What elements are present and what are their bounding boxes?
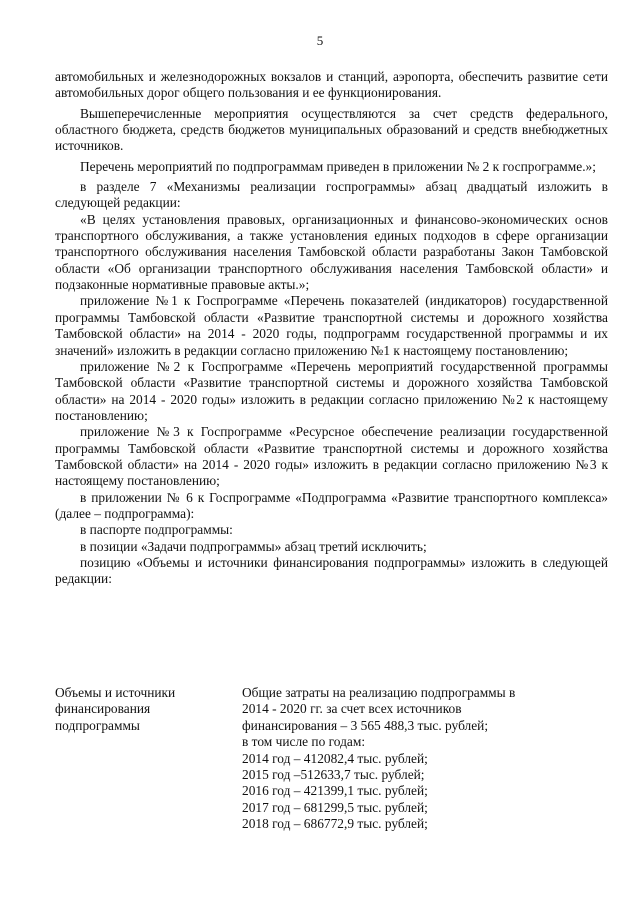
paragraph-9: в приложении № 6 к Госпрограмме «Подпрограмма «Развитие транспортного комплекса» (далее – подпрограмма): <box>55 489 608 521</box>
paragraph-10: в паспорте подпрограммы: <box>80 522 233 538</box>
passport-table-label-line: Объемы и источники <box>55 685 176 700</box>
document-body <box>55 69 608 588</box>
paragraph-5: «В целях установления правовых, организационных и финансово-экономических основ транспортного обслуживания, а также установления единых подходов в сфере организации транспортного обслуживания населения Тамбовской области разработаны Закон Тамбовской области «Об организации транспортного обслуживания населения Тамбовской области» и подзаконные нормативные правовые акты.»; <box>55 211 608 293</box>
paragraph-1: автомобильных и железнодорожных вокзалов и станций, аэропорта, обеспечить развитие сети автомобильных дорог общего пользования и ее функционирования. <box>55 69 608 101</box>
passport-table-value-line: 2014 - 2020 гг. за счет всех источников <box>242 701 462 717</box>
paragraph-11: в позиции «Задачи подпрограммы» абзац третий исключить; <box>80 538 427 554</box>
paragraph-2: Вышеперечисленные мероприятия осуществляются за счет средств федерального, областного бюджета, средств бюджетов муниципальных образований и средств внебюджетных источников. <box>55 105 608 154</box>
passport-table-value-line: 2018 год – 686772,9 тыс. рублей; <box>242 816 428 832</box>
paragraph-12: позицию «Объемы и источники финансирования подпрограммы» изложить в следующей редакции: <box>55 554 608 587</box>
paragraph-7: приложение №2 к Госпрограмме «Перечень мероприятий государственной программы Тамбовской области «Развитие транспортной системы и дорожного хозяйства Тамбовской области» на 2014 - 2020 годы» изложить в редакции согласно приложению №2 к настоящему постановлению; <box>55 358 608 423</box>
page-number: 5 <box>316 33 324 48</box>
passport-table-value-line: 2015 год –512633,7 тыс. рублей; <box>242 767 425 783</box>
paragraph-6: приложение №1 к Госпрограмме «Перечень показателей (индикаторов) государственной программы Тамбовской области «Развитие транспортной системы и дорожного хозяйства Тамбовской области» на 2014 - 2020 годы, подпрограмм государственной программы и их значений» изложить в редакции согласно приложению №1 к настоящему постановлению; <box>55 293 608 358</box>
paragraph-8: приложение №3 к Госпрограмме «Ресурсное обеспечение реализации государственной программы Тамбовской области «Развитие транспортной системы и дорожного хозяйства Тамбовской области» на 2014 - 2020 годы» изложить в редакции согласно приложению №3 к настоящему постановлению; <box>55 424 608 489</box>
passport-table-value-cell <box>242 685 612 833</box>
passport-table-label-line: подпрограммы <box>55 717 140 733</box>
passport-table-value-line: Общие затраты на реализацию подпрограммы в <box>242 685 516 700</box>
passport-table-label-line: финансирования <box>55 701 151 717</box>
passport-table-value-line: финансирования – 3 565 488,3 тыс. рублей; <box>242 717 489 733</box>
paragraph-3: Перечень мероприятий по подпрограммам приведен в приложении № 2 к госпрограмме.»; <box>80 158 596 174</box>
passport-table-value-line: в том числе по годам: <box>242 734 366 750</box>
passport-table-value-line: 2014 год – 412082,4 тыс. рублей; <box>242 750 428 766</box>
paragraph-4: в разделе 7 «Механизмы реализации госпрограммы» абзац двадцатый изложить в следующей редакции: <box>55 179 608 211</box>
passport-table-value-line: 2016 год – 421399,1 тыс. рублей; <box>242 783 428 799</box>
passport-table-value-line: 2017 год – 681299,5 тыс. рублей; <box>242 799 428 815</box>
passport-table-label-cell <box>55 685 230 734</box>
